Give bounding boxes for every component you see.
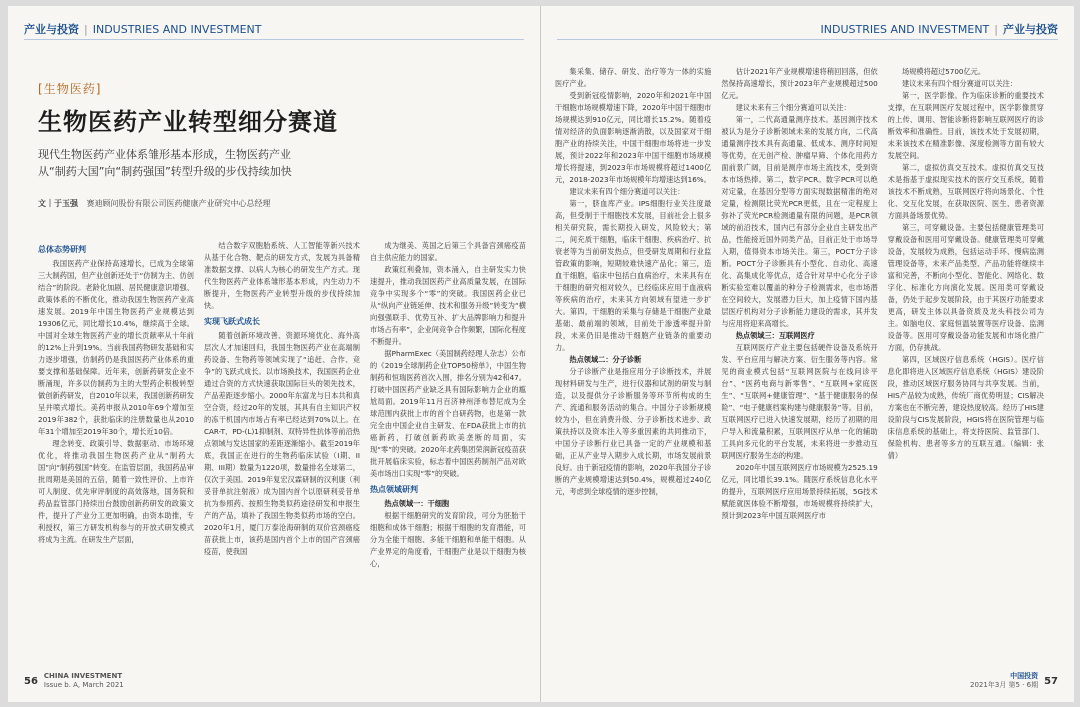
page-number: 56 — [24, 675, 38, 687]
paragraph: 成为继美、英国之后第三个具备宫颈癌疫苗自主供应能力的国家。 — [370, 241, 526, 262]
paragraph: 第一，脐血库产业。IPS细胞行业关注度最高，但受制于干细胞技术发展，目前社会上很多相关研究院，需长期投入研发，风险较大；第二，间充质干细胞，临床干细胞、疾病治疗、抗衰老等为当前研发热点，但受研发周期和行业监管政策的影响，短期较难快速产品化；第三，造血干细胞，临床中包括白血病治疗，未来具有在干细胞的研究相对较久，已经临床应用于血液病等疾病的治疗，未来其方向领域有望进一步扩大。第四，干细胞的采集与存储是干细胞产业最基础、最前端的领域，目前处于渗透率提升阶段，未来仍旧是推动干细胞产业链条的重要动力。 — [555, 199, 712, 352]
section-heading: 实现飞跃式成长 — [204, 317, 260, 326]
header-separator: | — [84, 22, 88, 36]
text-column — [555, 66, 711, 666]
category-tag: [生物医药] — [38, 82, 102, 96]
paragraph: 据PharmExec（美国制药经理人杂志）公布的《2019全球制药企业TOP50榜单》，中国生物制药和恒瑞医药首次入围，排名分别为42和47。打破中国医药产业缺乏具有国际影响力企业的尴尬局面。2019年11月百济神州泽布替尼成为全球范围内获批上市的首个自研药物，也是第一款完全由中国企业自主研发、在FDA获批上市的抗癌新药，打破创新药欧美垄断的局面，实现“零”的突破。2020年北药集团荣润新冠疫苗获批开展临床实验，标志着中国医药制剂产品对欧美市场出口实现“零”的突破。 — [370, 349, 526, 478]
section-name-cn: 产业与投资 — [24, 23, 79, 36]
footer-magazine — [970, 672, 1038, 690]
paragraph: 理念转变、政策引导、数据驱动、市场环境优化，将推动我国生物医药产业从“制药大国”向“制药强国”转变。在监管层面，我国药品审批周期是美国的五倍，随着一致性评价、上市许可人制度、优先审评制度的高效落地，国务院和药品监管部门持续出台鼓励创新药研发的政策文件，提升了产业分工更加明确，由资本助推，专利授权，第三方研发机构参与的开放式研发模式将成为主流。在研发生产层面， — [38, 439, 194, 544]
magazine-name: CHINA INVESTMENT — [43, 672, 123, 680]
article-subtitle — [38, 146, 338, 180]
category-tag-text: 生物医药 — [43, 82, 96, 96]
text-column — [204, 240, 360, 666]
section-name-cn: 产业与投资 — [1003, 23, 1058, 36]
paragraph: 第二，虚拟仿真交互技术。虚拟仿真交互技术是指基于虚拟现实技术的医疗交互系统，随着该技术不断成熟，互联网医疗将向场景化、个性化、交互化发展，在获取医院、医生、患者资源方面具备场景优势。 — [887, 163, 1044, 220]
left-page — [8, 6, 541, 702]
subsection-heading: 热点领域三：互联网医疗 — [735, 331, 815, 340]
right-header — [821, 20, 1059, 38]
paragraph: 场规模将超过5700亿元。 — [902, 67, 986, 76]
paragraph: 结合数字双胞胎系统、人工智能等新兴技术从基于化合物、靶点的研发方式，发展为具备精准数据支撑、以病人为核心的研发生产方式。现代生物医药产业体系雏形基本形成，内生动力不断提升，生物医药产业转型升级的步伐持续加快。 — [204, 241, 360, 310]
left-body-columns — [38, 240, 526, 666]
author-role: 赛迪顾问股份有限公司医药健康产业研究中心总经理 — [86, 199, 271, 208]
paragraph: 随着创新环境改善、资源环境优化、海外高层次人才加速回归，我国生物医药产业在高端制药设备、生物药等领域实现了“追赶、合作、竞争”的飞跃式成长。以市场换技术，我国医药企业通过合资的方式快速获取国际巨头的领先技术，产品差距逐步缩小。2000年东富龙与日本共和真空合资，经过20年的发展，其具有自主知识产权的冻干机国内市场占有率已经达到70%以上。在CAR-T、PD-(L)1抑制剂、双特异性抗体等前沿热点领域与发达国家的差距逐渐缩小。截至2019年底，我国正在进行的生物药临床试验（I期、II期、III期）数量为1220项，数量排名全球第二，仅次于美国。2019年复宏汉霖研制的汉利康（利妥昔单抗注射液）成为国内首个以原研利妥昔单抗为参照药、按照生物类似药途径研发和申报生产的产品，填补了我国生物类似药市场的空白。2020年1月，厦门万泰沧海研制的双价宫颈癌疫苗获批上市，该药是国内首个上市的国产宫颈癌疫苗，使我国 — [204, 331, 360, 556]
header-rule — [557, 39, 1058, 40]
issue-info: 2021年3月 第5 · 6期 — [970, 681, 1039, 689]
paragraph: 建议未来有四个细分赛道可以关注： — [569, 187, 685, 196]
paragraph: 分子诊断产业是指应用分子诊断技术，并展现材料研发与生产，进行仪器和试剂的研发与制造，以及提供分子诊断服务等环节所构成的生产、流通和服务活动的集合。中国分子诊断规模较为小，但在消费升级、分子诊断技术进步、政策扶持以及资本注入等多重因素的共同推动下，中国分子诊断行业已具备一定的产业规模和基础，正从产业导入期步入成长期，市场发展前景良好。由于新冠疫情的影响，2020年我国分子诊断的产业规模增速达到50.4%，规模超过240亿元，考虑到全球疫情的逐步控制， — [555, 367, 712, 496]
magazine-name: 中国投资 — [1010, 672, 1039, 680]
paragraph: 第一，二代高通量测序技术。基因测序技术被认为是分子诊断领域未来的发展方向，二代高通量测序技术具有高通量、低成本、测序时间短等优势，在无创产检、肿瘤早筛、个体化用药方面前景广阔，目前是测序市场主流技术，受到资本市场热捧。第二，数字PCR。数字PCR可以绝对定量，在基因分型等方面实现数据精准的绝对定量，检测限比荧光PCR更低，且在一定程度上弥补了荧光PCR检测通量有限的问题，是PCR领域的前沿技术，国内已有部分企业自主研发出产品，性能接近国外同类产品，目前正处于市场导入期，值得资本市场关注。第三，POCT分子诊断。POCT分子诊断具有小型化、自动化、高速化、高集成化等优点，适合针对早中心化分子诊断实验室难以覆盖的种分子检测需求，也市场潜在空间较大，发展潜力巨大，加上疫情下国内基层医疗机构对分子诊断能力建设的需求，其并发与应用将迎来高增长。 — [721, 115, 878, 328]
paragraph: 2020年中国互联网医疗市场规模为2525.19亿元，同比增长39.1%。随医疗系统信息化水平的提升，互联网医疗应用场景持续拓展，5G技术赋能就医体验不断增强，市场规模将持续扩大，预计到2023年中国互联网医疗市 — [721, 463, 878, 520]
text-column — [38, 240, 194, 666]
paragraph: 建议未来有四个细分赛道可以关注： — [902, 79, 1018, 88]
subtitle-line: 现代生物医药产业体系雏形基本形成，生物医药产业 — [38, 148, 291, 161]
paragraph: 根据干细胞研究的发育阶段，可分为胚胎干细胞和成体干细胞；根据干细胞的发育潜能，可分为全能干细胞、多能干细胞和单能干细胞。从产业界定的角度看，干细胞产业是以干细胞为核心， — [370, 511, 526, 568]
right-page — [541, 6, 1074, 702]
paragraph: 受到新冠疫情影响，2020年和2021年中国干细胞市场规模增速下降，2020年中国干细胞市场规模达到910亿元，同比增长15.2%。随着疫情对经济的负面影响逐渐消散，以及国家对干细胞产业的持续关注，中国干细胞市场将进一步发展，预计2022年和2023年中国干细胞市场规模增长将提速，到2023年市场规模将超过1400亿元，2018-2023年市场规模年均增速达到16%。 — [555, 91, 712, 184]
right-body-columns — [555, 66, 1044, 666]
section-heading: 总体态势研判 — [38, 245, 86, 254]
left-footer — [24, 672, 124, 690]
section-name-en: INDUSTRIES AND INVESTMENT — [820, 22, 990, 36]
header-rule — [24, 39, 524, 40]
paragraph: 建议未来有三个细分赛道可以关注： — [735, 103, 851, 112]
text-column — [370, 240, 526, 666]
author: 文｜于玉强 — [38, 199, 78, 208]
header-separator: | — [994, 22, 998, 36]
paragraph: 第四，区域医疗信息系统（HGIS）。医疗信息化即将进入区域医疗信息系统（HGIS）建设阶段，推动区域医疗服务协同与共享发展。当前，HIS产品较为成熟，传统厂商优势明显；CIS解决方案也在不断完善，建设热度较高。经历了HIS建设阶段与CIS发展阶段，HGIS将在医院管理与临床信息系统的基础上，将支持医院、监管部门、保险机构、患者等多方的互联互通。（编辑：张倩） — [887, 355, 1044, 460]
text-column — [721, 66, 877, 666]
paragraph: 政策红利叠加，资本涌入，自主研发实力快速提升，推动我国医药产业高质量发展，在国际竞争中实现多个“零”的突破。我国医药企业已从“纵向产业链延伸、技术和服务升级”转变为“横向强强联手、优势互补、扩大品牌影响力和提升市场占有率”，企业间竞争合作频繁，国际化程度不断提升。 — [370, 265, 526, 346]
footer-magazine — [44, 672, 124, 690]
section-heading: 热点领域研判 — [370, 485, 418, 494]
byline — [38, 198, 271, 209]
issue-info: Issue b. A, March 2021 — [43, 681, 124, 689]
paragraph: 我国医药产业保持高速增长，已成为全球第三大制药国，但产业创新还处于“仿制为主、仿创结合”的阶段。老龄化加剧、居民健康意识增强、政策体系的不断优化，推动我国生物医药产业高速发展。2019年中国生物医药产业规模达到19306亿元，同比增长10.4%，继续高于全球。中国对全球生物医药产业的增长贡献率从十年前的12%上升到19%。当前我国药物研发基础和实力逐步增强，仿制药仍是我国医药产业体系的重要支撑和基础保障。近年来，创新药研发企业不断涌现，许多以仿制药为主的大型药企积极转型做创新药研发，自2010年以来，我国创新药研发呈井喷式增长。美药申报从2010年69个增加至2019年382个，获批临床的注册数量也从2010年31个增加至2019年30个，增长近10倍。 — [38, 259, 194, 436]
paragraph: 第三，可穿戴设备。主要包括健康管理类可穿戴设备和医用可穿戴设备。健康管理类可穿戴设备，发展较为成熟，包括运动手环、慢病监测管理设备等，未来产品类型、产品功能将继续丰富和完善，不断向小型化、智能化、网络化、数字化、标准化方向演化发展。医用类可穿戴设备，仍处于起步发展阶段，由于其医疗功能要求更高，研发主体以具备资质及龙头科技公司为主。如脑电仪、家庭恒温装置等医疗设备、监测设备等。医用可穿戴设备功能发展和市场化推广方面，仍存挑战。 — [887, 223, 1044, 352]
right-footer — [970, 672, 1058, 690]
paragraph: 估计2021年产业规模增速将稍回回落，但依然保持高速增长，预计2023年产业规模超过500亿元。 — [721, 67, 878, 100]
left-header — [24, 20, 262, 38]
section-name-en: INDUSTRIES AND INVESTMENT — [92, 22, 262, 36]
paragraph: 第一，医学影像。作为临床诊断的重要技术支撑，在互联网医疗发展过程中，医学影像贯穿的上传、调用、智能诊断将影响互联网医疗的诊断效率和准确性。目前，该技术处于发展初期，未来该技术在精准影像、深度检测等方面有较大发展空间。 — [887, 91, 1044, 160]
paragraph: 互联网医疗产业主要包括硬件设备及系统开发、平台应用与解决方案、衍生服务等内容。常见的商业模式包括“互联网医院与在线问诊平台”、“医药电商与新零售”、“互联网+家庭医生”、“互联网+健康管理”、“基于健康服务的保险”、“电子健康档案构建与健康服务”等。目前，互联网医疗已进入快速发展期，经历了初期的用户导入和流量积累，互联网医疗从单一化的辅助工具向多元化的平台发展，未来将进一步推动互联网医疗服务生态的构建。 — [721, 343, 878, 460]
text-column — [888, 66, 1044, 666]
paragraph: 集采集、储存、研发、治疗等为一体的实施医疗产业。 — [555, 67, 712, 88]
subsection-heading: 热点领域一：干细胞 — [384, 499, 450, 508]
magazine-spread — [8, 6, 1074, 702]
page-number: 57 — [1044, 675, 1058, 687]
article-title: 生物医药产业转型细分赛道 — [38, 107, 338, 136]
subsection-heading: 热点领域二：分子诊断 — [569, 355, 642, 364]
subtitle-line: 从“制药大国”向“制药强国”转型升级的步伐持续加快 — [38, 165, 292, 178]
